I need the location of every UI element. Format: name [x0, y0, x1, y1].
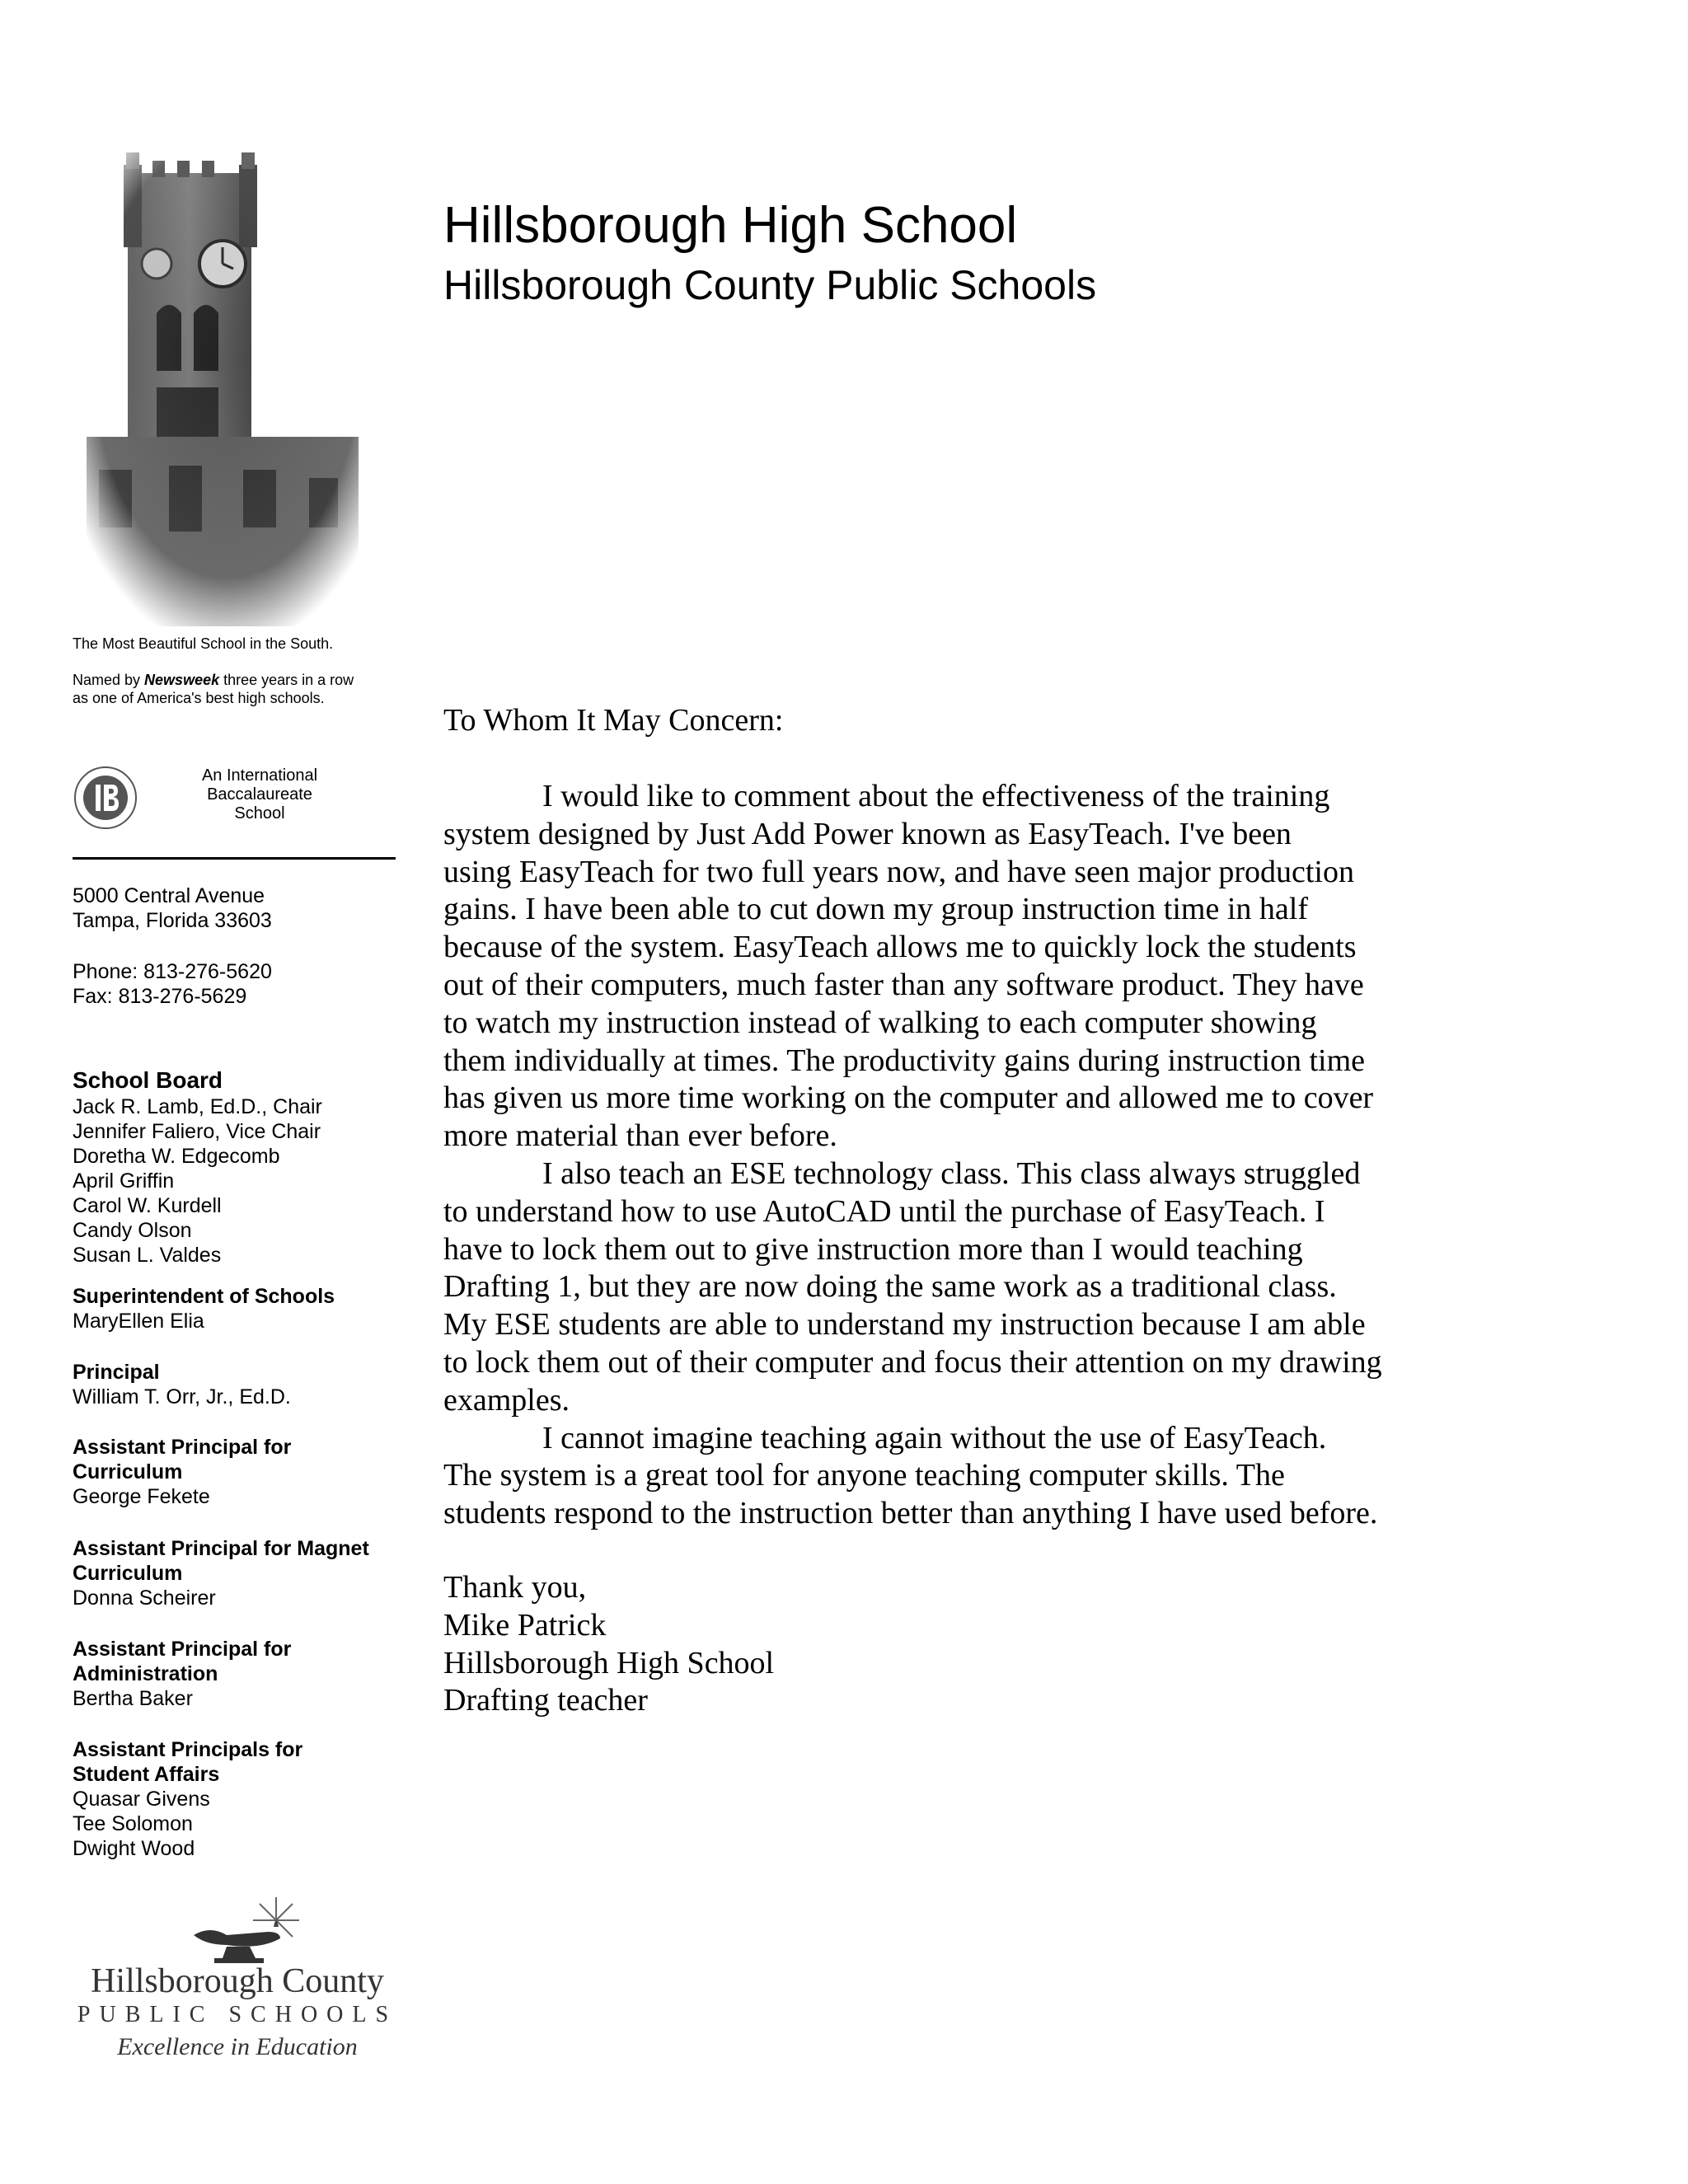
school-tagline: The Most Beautiful School in the South.	[73, 635, 334, 652]
letter-line: has given us more time working on the computer and allowed me to cover	[443, 1080, 1374, 1116]
role-name: Donna Scheirer	[73, 1586, 216, 1610]
district-name-heading: Hillsborough County Public Schools	[443, 262, 1097, 308]
role-title: Assistant Principal for	[73, 1638, 292, 1661]
address-street: 5000 Central Avenue	[73, 884, 265, 907]
letter-line: I cannot imagine teaching again without the use of EasyTeach.	[542, 1420, 1327, 1455]
letter-line: to watch my instruction instead of walking to each computer showing	[443, 1005, 1317, 1040]
school-board-heading: School Board	[73, 1067, 223, 1093]
hcps-logo-subtitle: PUBLIC SCHOOLS	[77, 2002, 398, 2027]
role-title: Principal	[73, 1361, 160, 1384]
letter-salutation: To Whom It May Concern:	[443, 703, 784, 738]
role-title: Curriculum	[73, 1460, 183, 1483]
letter-body	[443, 778, 1449, 1533]
letter-line: using EasyTeach for two full years now, and have seen major production	[443, 854, 1354, 889]
letter-line: to understand how to use AutoCAD until the purchase of EasyTeach. I	[443, 1193, 1325, 1229]
address-city: Tampa, Florida 33603	[73, 909, 272, 932]
ib-line: School	[234, 804, 285, 823]
newsweek-note	[73, 671, 402, 707]
board-member: April Griffin	[73, 1169, 175, 1193]
letter-line: to lock them out of their computer and focus their attention on my drawing	[443, 1344, 1382, 1380]
role-principal	[73, 1360, 402, 1409]
lamp-of-learning-icon	[177, 1896, 317, 1966]
role-name: William T. Orr, Jr., Ed.D.	[73, 1385, 291, 1408]
ib-logo-icon	[73, 765, 138, 831]
letter-line: My ESE students are able to understand my instruction because I am able	[443, 1307, 1366, 1343]
board-member: Doretha W. Edgecomb	[73, 1145, 280, 1168]
letter-line: system designed by Just Add Power known as EasyTeach. I've been	[443, 816, 1292, 851]
board-member: Jack R. Lamb, Ed.D., Chair	[73, 1095, 322, 1118]
letter-line: more material than ever before.	[443, 1118, 837, 1154]
letter-line: I would like to comment about the effectiveness of the training	[542, 779, 1330, 813]
letter-line: them individually at times. The productivity gains during instruction time	[443, 1043, 1366, 1078]
signature-name: Mike Patrick	[443, 1607, 607, 1643]
role-ap-magnet	[73, 1536, 402, 1610]
role-title: Assistant Principals for	[73, 1738, 303, 1761]
letter-closing	[443, 1569, 1449, 1720]
board-member: Jennifer Faliero, Vice Chair	[73, 1120, 321, 1143]
board-member: Candy Olson	[73, 1219, 192, 1242]
letter-line: Drafting 1, but they are now doing the same work as a traditional class.	[443, 1269, 1337, 1305]
hcps-logo-tagline: Excellence in Education	[117, 2033, 358, 2060]
board-member: Susan L. Valdes	[73, 1244, 222, 1267]
fax-number: Fax: 813-276-5629	[73, 985, 247, 1008]
role-name: Quasar Givens	[73, 1788, 210, 1811]
signature-school: Hillsborough High School	[443, 1645, 775, 1680]
sidebar-divider	[73, 857, 396, 860]
letter-paragraph	[443, 778, 1449, 1155]
letter-line: because of the system. EasyTeach allows me to quickly lock the students	[443, 930, 1357, 965]
role-superintendent	[73, 1284, 402, 1333]
letter-line: students respond to the instruction better than anything I have used before.	[443, 1496, 1378, 1531]
role-title: Student Affairs	[73, 1763, 220, 1786]
letter-paragraph	[443, 1155, 1449, 1420]
school-address	[73, 883, 402, 933]
letter-line: I also teach an ESE technology class. This class always struggled	[542, 1155, 1361, 1191]
newsweek-rest: three years in a row	[219, 672, 354, 688]
closing-phrase: Thank you,	[443, 1570, 587, 1605]
role-title: Assistant Principal for	[73, 1436, 292, 1459]
letter-line: gains. I have been able to cut down my group instruction time in half	[443, 892, 1308, 927]
role-ap-student-affairs	[73, 1737, 402, 1861]
letter-line: examples.	[443, 1382, 570, 1418]
role-title: Superintendent of Schools	[73, 1285, 335, 1308]
role-title: Curriculum	[73, 1562, 183, 1585]
role-title: Assistant Principal for Magnet	[73, 1537, 369, 1560]
ib-line: An International	[201, 766, 318, 785]
letter-line: The system is a great tool for anyone teaching computer skills. The	[443, 1458, 1285, 1493]
newsweek-line2: as one of America's best high schools.	[73, 690, 325, 706]
role-name: Tee Solomon	[73, 1812, 193, 1835]
school-name-heading: Hillsborough High School	[443, 197, 1018, 254]
letter-paragraph	[443, 1420, 1449, 1533]
newsweek-prefix: Named by	[73, 672, 145, 688]
role-name: Dwight Wood	[73, 1837, 195, 1860]
role-name: MaryEllen Elia	[73, 1310, 204, 1333]
newsweek-magazine: Newsweek	[144, 672, 220, 688]
clock-tower-image	[78, 140, 375, 626]
board-member: Carol W. Kurdell	[73, 1194, 222, 1217]
letter-line: have to lock them out to give instruction more than I would teaching	[443, 1231, 1303, 1267]
signature-title: Drafting teacher	[443, 1683, 648, 1718]
role-ap-administration	[73, 1637, 402, 1711]
letter-line: out of their computers, much faster than any software product. They have	[443, 967, 1364, 1002]
school-board-section	[73, 1066, 402, 1268]
ib-caption	[161, 766, 359, 823]
ib-line: Baccalaureate	[207, 785, 312, 804]
role-ap-curriculum	[73, 1435, 402, 1509]
role-name: Bertha Baker	[73, 1687, 193, 1710]
hcps-logo-name: Hillsborough County	[91, 1962, 384, 2000]
school-contact	[73, 959, 402, 1009]
phone-number: Phone: 813-276-5620	[73, 960, 272, 983]
role-title: Administration	[73, 1662, 218, 1685]
role-name: George Fekete	[73, 1485, 210, 1508]
